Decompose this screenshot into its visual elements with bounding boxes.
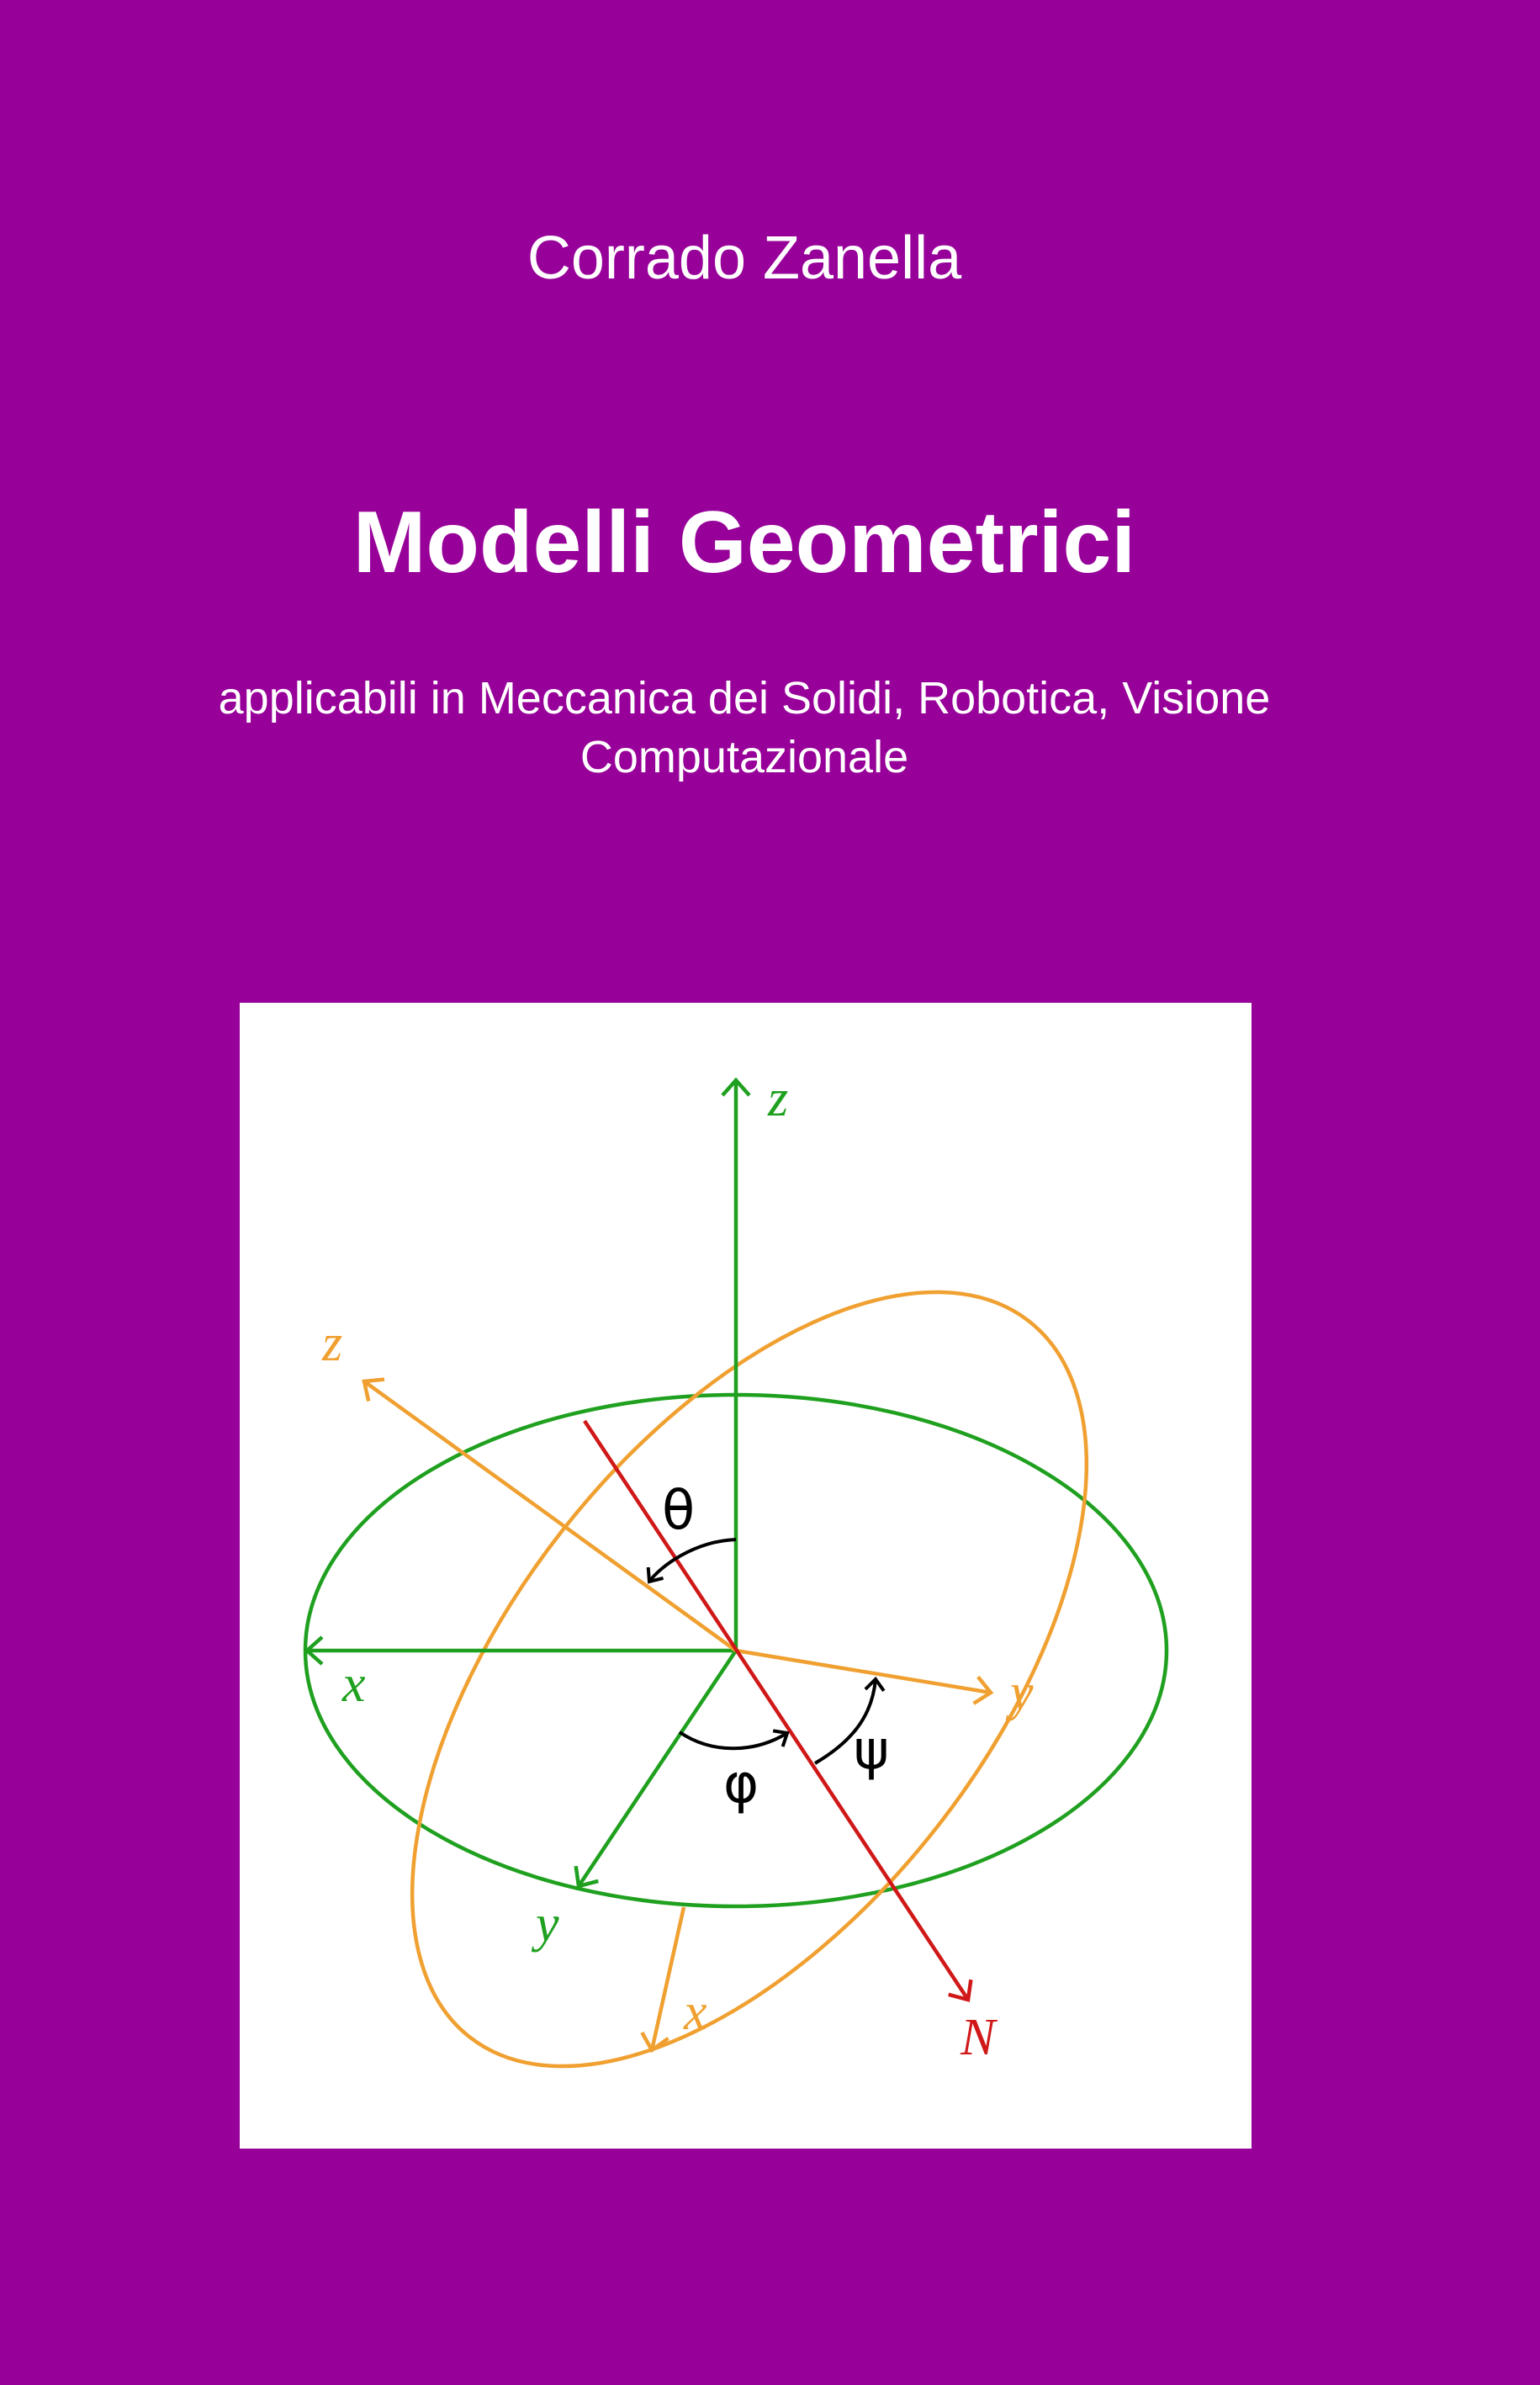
theta-label: θ: [662, 1480, 696, 1542]
subtitle-line-2: Computazionale: [579, 732, 909, 782]
book-subtitle: [0, 669, 1489, 787]
fixed-y-label: y: [536, 1895, 559, 1953]
phi-label: φ: [723, 1753, 759, 1815]
theta-arc: [649, 1540, 736, 1582]
psi-label: ψ: [854, 1720, 890, 1782]
fixed-x-label: x: [342, 1656, 366, 1713]
rotated-y-axis: [736, 1651, 991, 1693]
fixed-y-axis: [579, 1651, 736, 1886]
subtitle-line-1: applicabili in Meccanica dei Solidi, Robotica, Visione: [218, 673, 1271, 723]
phi-arc: [680, 1732, 787, 1748]
rotated-plane-ellipse: [282, 1174, 1218, 2149]
rotated-z-label: z: [322, 1315, 343, 1372]
nodes-label: N: [961, 2009, 996, 2066]
line-of-nodes: [585, 1421, 968, 2000]
euler-angles-diagram: [240, 1003, 1252, 2149]
book-title: Modelli Geometrici: [352, 494, 1136, 591]
fixed-z-label: z: [768, 1070, 789, 1127]
rotated-x-label: x: [684, 1984, 707, 2041]
author-name: Corrado Zanella: [527, 225, 962, 292]
rotated-x-axis: [652, 1907, 684, 2050]
euler-angles-figure: [240, 1003, 1252, 2149]
rotated-y-label: y: [1010, 1664, 1034, 1721]
